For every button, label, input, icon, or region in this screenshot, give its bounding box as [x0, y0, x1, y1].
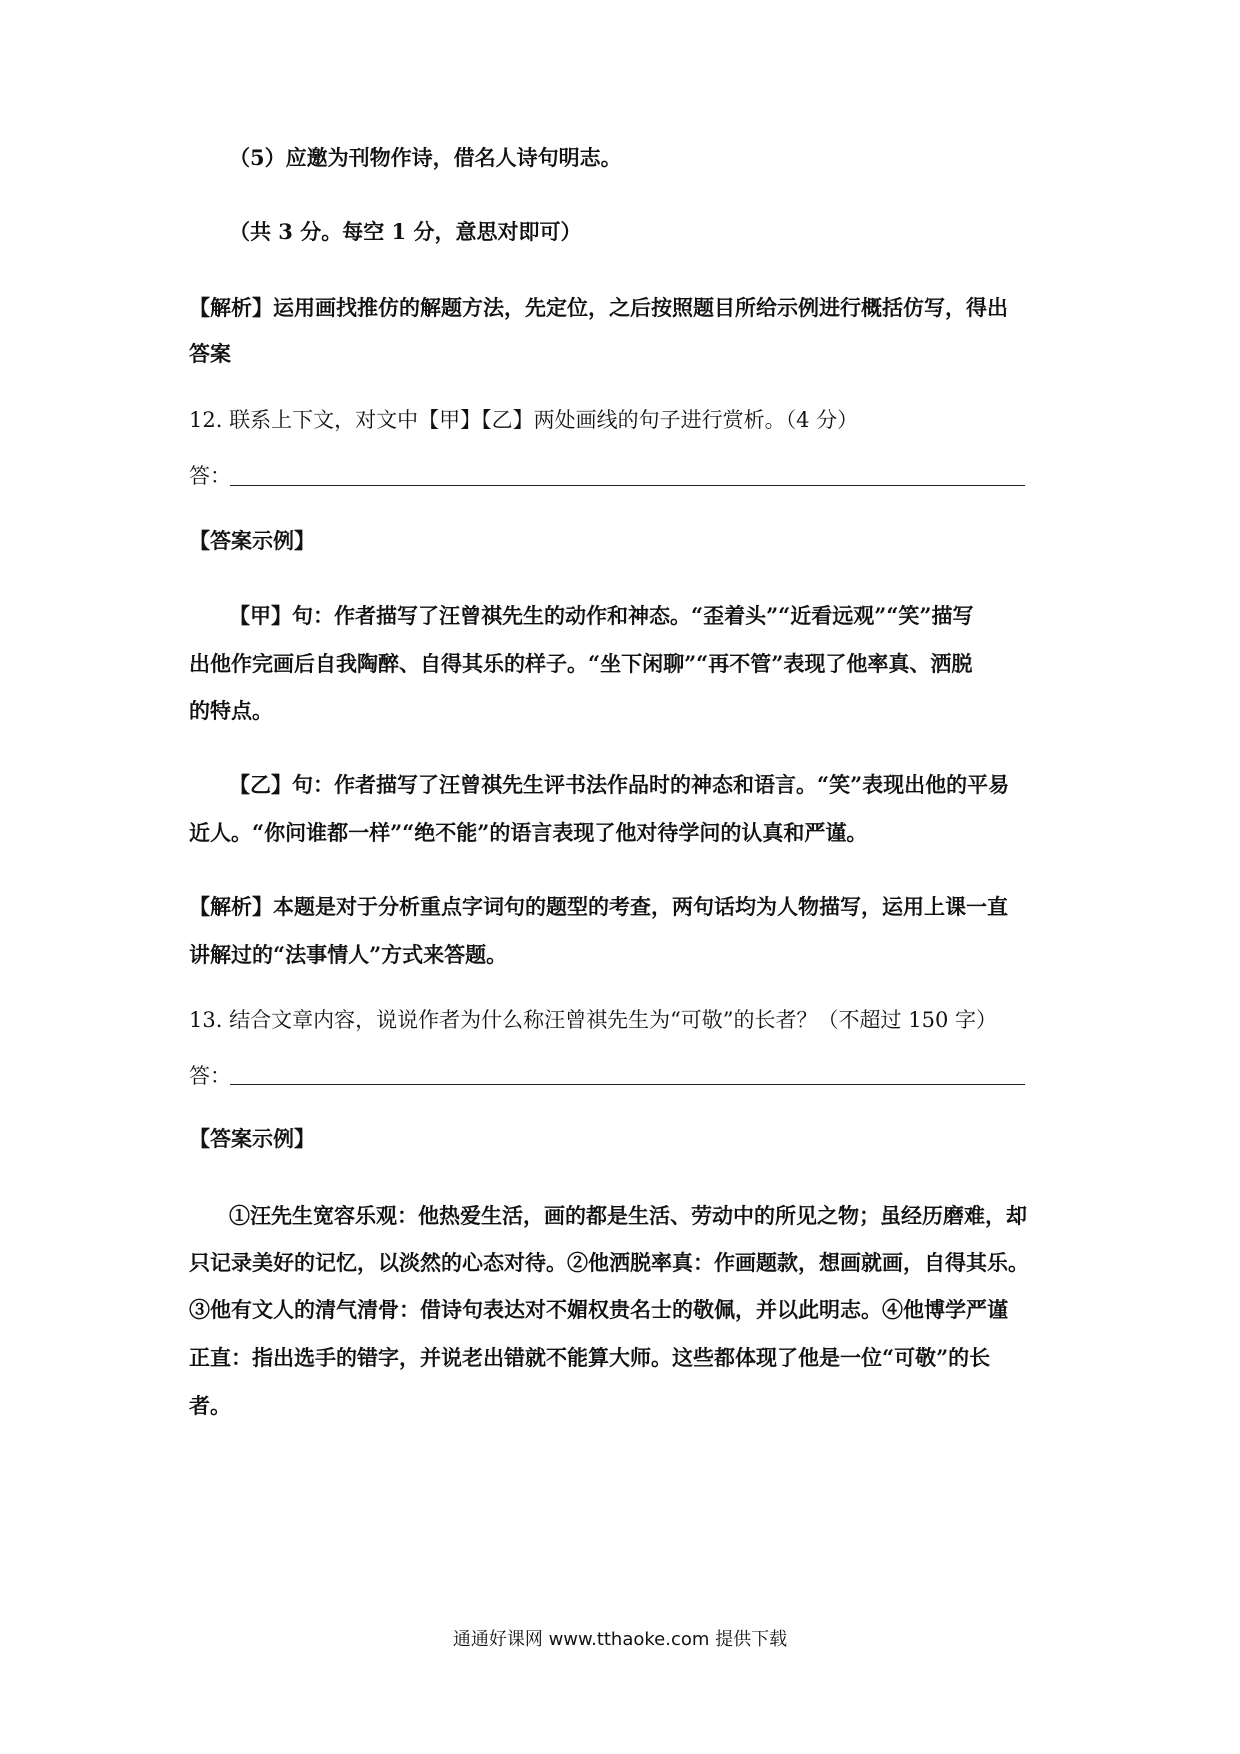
yi-line-2: 近人。“你问谁都一样”“绝不能”的语言表现了他对待学问的认真和严谨。 [189, 820, 868, 845]
footer-watermark: 通通好课网 www.tthaoke.com 提供下载 [452, 1629, 788, 1650]
jia-line-2: 出他作完画后自我陶醉、自得其乐的样子。“坐下闲聊”“再不管”表现了他率真、洒脱 [189, 651, 973, 676]
answer-13-line-4: 正直：指出选手的错字，并说老出错就不能算大师。这些都体现了他是一位“可敬”的长 [189, 1345, 991, 1370]
answer-13-line-3: ③他有文人的清气清骨：借诗句表达对不媚权贵名士的敬佩，并以此明志。④他博学严谨 [189, 1297, 1008, 1322]
question-13-answer-line[interactable] [230, 1084, 1025, 1085]
analysis-2-line-2: 讲解过的“法事情人”方式来答题。 [189, 942, 508, 967]
answer-13-line-2: 只记录美好的记忆，以淡然的心态对待。②他洒脱率真：作画题款，想画就画，自得其乐。 [189, 1250, 1029, 1275]
jia-line-1: 【甲】句：作者描写了汪曾祺先生的动作和神态。“歪着头”“近看远观”“笑”描写 [229, 603, 974, 628]
scoring-note: （共 3 分。每空 1 分，意思对即可） [229, 219, 582, 244]
analysis-2-line-1: 【解析】本题是对于分析重点字词句的题型的考查，两句话均为人物描写，运用上课一直 [189, 894, 1008, 919]
item-5-text: （5）应邀为刊物作诗，借名人诗句明志。 [229, 145, 622, 170]
analysis-1-line-2: 答案 [189, 341, 231, 366]
answer-13-line-5: 者。 [189, 1393, 231, 1418]
question-12-answer-label: 答： [189, 464, 231, 488]
answer-13-line-1: ①汪先生宽容乐观：他热爱生活，画的都是生活、劳动中的所见之物；虽经历磨难，却 [229, 1203, 1027, 1228]
jia-line-3: 的特点。 [189, 698, 273, 723]
question-12: 12. 联系上下文，对文中【甲】【乙】两处画线的句子进行赏析。（4 分） [189, 408, 859, 432]
question-13: 13. 结合文章内容，说说作者为什么称汪曾祺先生为“可敬”的长者？（不超过 150 字） [189, 1008, 997, 1032]
question-13-answer-label: 答： [189, 1064, 231, 1088]
example-title-12: 【答案示例】 [189, 528, 315, 553]
analysis-1-line-1: 【解析】运用画找推仿的解题方法，先定位，之后按照题目所给示例进行概括仿写，得出 [189, 295, 1008, 320]
example-title-13: 【答案示例】 [189, 1126, 315, 1151]
question-12-answer-line[interactable] [230, 485, 1025, 486]
yi-line-1: 【乙】句：作者描写了汪曾祺先生评书法作品时的神态和语言。“笑”表现出他的平易 [229, 772, 1010, 797]
